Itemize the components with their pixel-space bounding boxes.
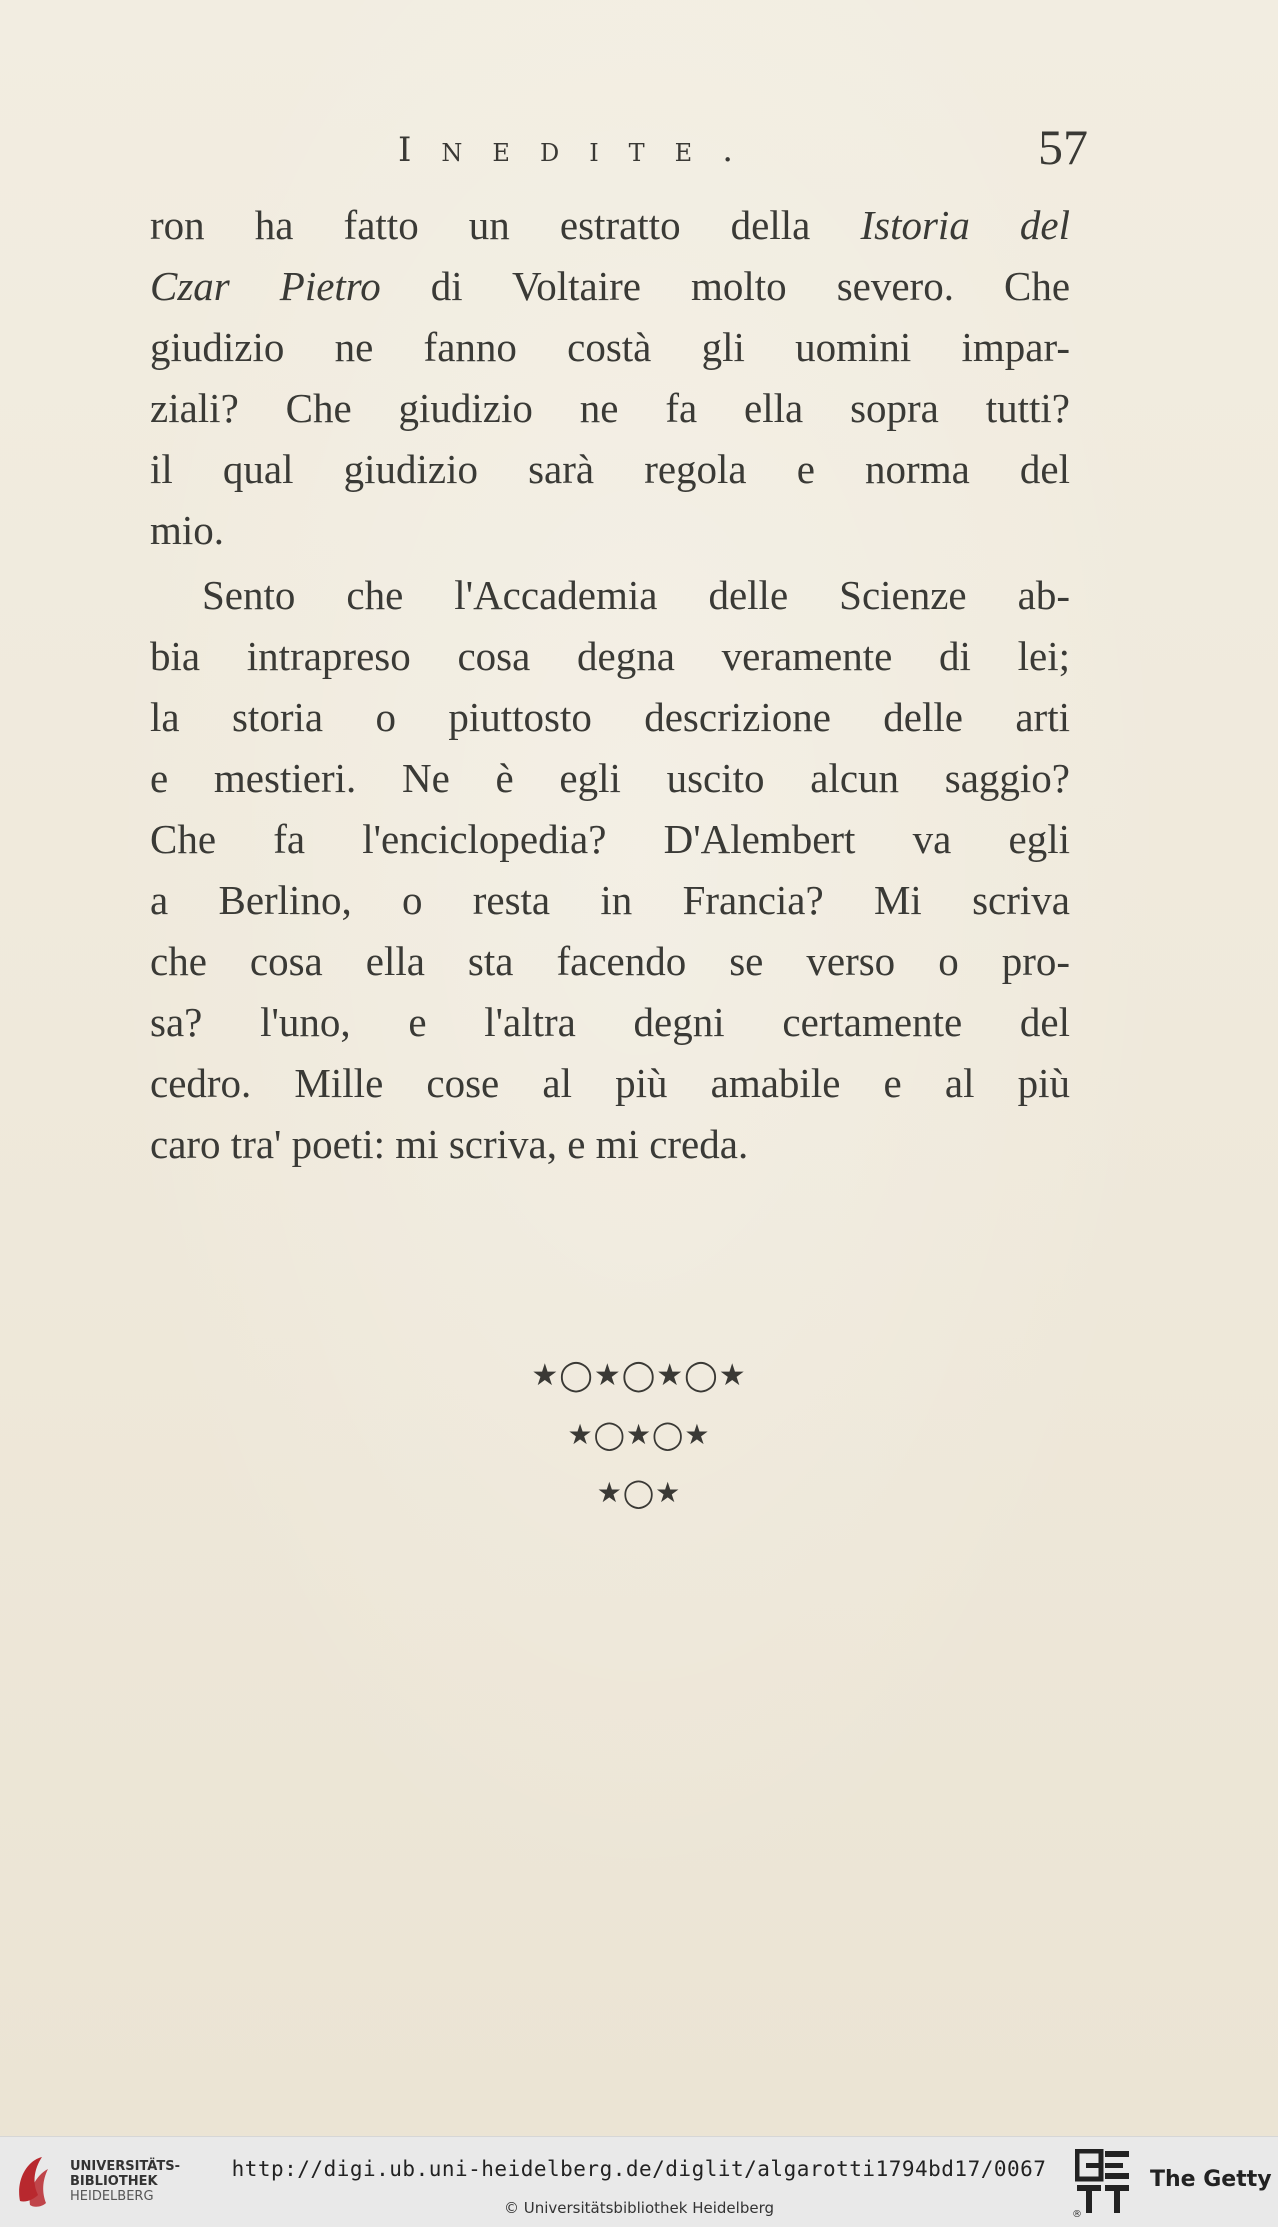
text-line: ziali? Che giudizio ne fa ella sopra tutti? [150, 385, 1070, 431]
registered-mark: ® [1072, 2209, 1082, 2220]
paragraph-2 [150, 565, 1070, 1175]
text-line [150, 256, 1070, 317]
library-name-line: UNIVERSITÄTS- [70, 2159, 180, 2174]
text-line: mio. [150, 507, 225, 553]
text-line: caro tra' poeti: mi scriva, e mi creda. [150, 1121, 749, 1167]
text-line: sa? l'uno, e l'altra degni certamente del [150, 999, 1070, 1045]
permalink-url[interactable]: http://digi.ub.uni-heidelberg.de/diglit/algarotti1794bd17/0067 [231, 2157, 1047, 2181]
italic-title: Czar Pietro [150, 263, 381, 309]
library-name-line: BIBLIOTHEK [70, 2174, 158, 2189]
text-line: giudizio ne fanno costà gli uomini impar- [150, 324, 1070, 370]
running-title: Inedite. [398, 130, 764, 170]
text-line: cedro. Mille cose al più amabile e al più [150, 1060, 1070, 1106]
text-line: Che fa l'enciclopedia? D'Alembert va egli [150, 816, 1070, 862]
ornament-row-3: ★◯★ [596, 1476, 682, 1509]
library-name-line: HEIDELBERG [70, 2189, 154, 2204]
ornament-row-2: ★◯★◯★ [567, 1418, 711, 1451]
copyright-notice: © Universitätsbibliothek Heidelberg [503, 2199, 774, 2217]
body-text [150, 195, 1070, 1175]
text-line: bia intrapreso cosa degna veramente di lei; [150, 633, 1070, 679]
running-head [0, 118, 1278, 178]
text-span: di Voltaire molto severo. Che [430, 263, 1071, 309]
text-line: Sento che l'Accademia delle Scienze ab- [202, 572, 1070, 618]
text-line: e mestieri. Ne è egli uscito alcun saggio? [150, 755, 1070, 801]
italic-title: Istoria del [860, 202, 1071, 248]
page-number: 57 [1038, 119, 1088, 175]
getty-logo-icon [1075, 2149, 1131, 2215]
paragraph-1 [150, 195, 1070, 561]
text-span: ron ha fatto un estratto della [150, 202, 811, 248]
text-line: la storia o piuttosto descrizione delle arti [150, 694, 1070, 740]
getty-label: The Getty [1150, 2167, 1272, 2192]
ornament-row-1: ★◯★◯★◯★ [531, 1358, 747, 1393]
text-line: che cosa ella sta facendo se verso o pro- [150, 938, 1070, 984]
footer-bar [0, 2136, 1278, 2227]
text-line: a Berlino, o resta in Francia? Mi scriva [150, 877, 1070, 923]
text-line [150, 195, 1070, 256]
text-line: il qual giudizio sarà regola e norma del [150, 446, 1070, 492]
